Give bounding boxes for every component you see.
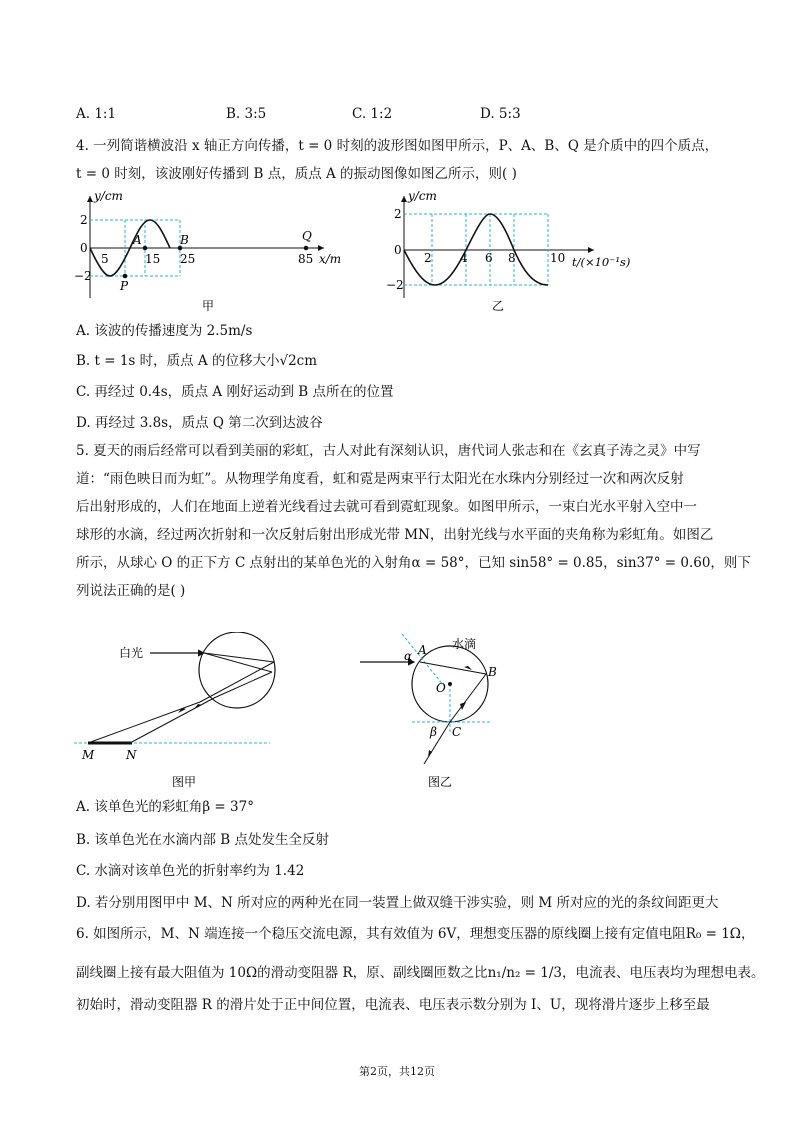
jia-tick-x-25: 25 xyxy=(180,252,196,266)
q3-option-d: D. 5:3 xyxy=(480,106,521,122)
q5-line-3: 后出射形成的，人们在地面上逆着光线看过去就可看到霓虹现象。如图甲所示，一束白光水平射入空中一 xyxy=(76,499,697,515)
yi-tick-x-6: 6 xyxy=(485,251,493,265)
jia-tick-y-0: 0 xyxy=(80,241,88,255)
q5-figure-yi xyxy=(352,624,512,794)
yi-ylabel: y/cm xyxy=(408,189,437,203)
jia-ylabel: y/cm xyxy=(94,189,123,203)
jia-point-p: P xyxy=(120,279,129,293)
jia-tick-x-5: 5 xyxy=(101,252,109,266)
yi-label-c: C xyxy=(452,725,462,739)
yi-label-b: B xyxy=(488,665,497,679)
jia-label-white-light: 白光 xyxy=(119,646,144,660)
jia-label-m: M xyxy=(82,748,95,762)
q5-line-5: 所示，从球心 O 的正下方 C 点射出的某单色光的入射角α = 58°，已知 sin58° = 0.85，sin37° = 0.60，则下 xyxy=(76,555,751,571)
q5-line-2: 道：“雨色映日而为虹”。从物理学角度看，虹和霓是两束平行太阳光在水珠内分别经过一次和两次反射 xyxy=(76,471,684,487)
jia-tick-y-2: 2 xyxy=(80,213,88,227)
q6-line-3: 初始时，滑动变阻器 R 的滑片处于正中间位置，电流表、电压表示数分别为 I、U，现将滑片逐步上移至最 xyxy=(76,997,710,1013)
yi-caption-fig: 图乙 xyxy=(428,775,453,789)
page-footer: 第2页，共12页 xyxy=(359,1065,435,1078)
yi-tick-x-4: 4 xyxy=(460,251,468,265)
jia-caption: 甲 xyxy=(202,299,215,313)
jia-point-a: A xyxy=(133,233,142,247)
q5-line-4: 球形的水滴，经过两次折射和一次反射后射出形成光带 MN，出射光线与水平面的夹角称为彩虹角。如图乙 xyxy=(76,527,714,543)
jia-tick-x-85: 85 xyxy=(298,252,314,266)
jia-tick-y-neg2: −2 xyxy=(74,269,92,283)
jia-point-q: Q xyxy=(302,229,312,243)
q4-figure-yi xyxy=(384,188,644,318)
q3-option-b: B. 3:5 xyxy=(226,106,267,122)
q6-line-1: 6. 如图所示，M、N 端连接一个稳压交流电源，其有效值为 6V，理想变压器的原线圈上接有定值电阻R₀ = 1Ω， xyxy=(76,926,755,942)
jia-xlabel: x/m xyxy=(319,252,342,266)
jia-tick-x-15: 15 xyxy=(145,252,161,266)
q5-option-c: C. 水滴对该单色光的折射率约为 1.42 xyxy=(76,863,305,879)
q4-stem-line1: 4. 一列简谐横波沿 x 轴正方向传播，t = 0 时刻的波形图如图甲所示，P、A、B、Q 是介质中的四个质点， xyxy=(76,138,719,154)
yi-tick-y-neg2: −2 xyxy=(386,278,404,292)
yi-label-drop: 水滴 xyxy=(452,637,477,651)
q5-figure-jia xyxy=(74,632,294,792)
q6-line-2: 副线圈上接有最大阻值为 10Ω的滑动变阻器 R，原、副线圈匝数之比n₁/n₂ = 1/3，电流表、电压表均为理想电表。 xyxy=(76,965,765,981)
yi-tick-x-10: 10 xyxy=(550,251,566,265)
q5-option-a: A. 该单色光的彩虹角β = 37° xyxy=(76,799,254,815)
q3-option-c: C. 1:2 xyxy=(352,106,393,122)
yi-tick-y-0: 0 xyxy=(394,243,402,257)
q5-option-b: B. 该单色光在水滴内部 B 点处发生全反射 xyxy=(76,832,330,848)
jia-label-n: N xyxy=(126,748,137,762)
yi-label-beta: β xyxy=(430,725,437,739)
q4-option-d: D. 再经过 3.8s，质点 Q 第二次到达波谷 xyxy=(76,415,323,431)
q4-option-a: A. 该波的传播速度为 2.5m/s xyxy=(76,323,253,339)
q4-option-c: C. 再经过 0.4s，质点 A 刚好运动到 B 点所在的位置 xyxy=(76,384,394,400)
q4-stem-line2: t = 0 时刻，该波刚好传播到 B 点，质点 A 的振动图像如图乙所示，则( ) xyxy=(76,166,517,182)
yi-label-o: O xyxy=(436,681,446,695)
yi-xlabel: t/(×10⁻¹s) xyxy=(572,255,631,269)
q4-option-b: B. t = 1s 时，质点 A 的位移大小√2cm xyxy=(76,353,318,369)
q5-option-d: D. 若分别用图甲中 M、N 所对应的两种光在同一装置上做双缝干涉实验，则 M 所对应的光的条纹间距更大 xyxy=(76,895,719,911)
q5-line-6: 列说法正确的是( ) xyxy=(76,583,186,599)
jia-caption-fig: 图甲 xyxy=(172,775,197,789)
q3-option-a: A. 1:1 xyxy=(76,106,117,122)
yi-tick-x-8: 8 xyxy=(508,251,516,265)
yi-label-a: A xyxy=(418,643,427,657)
yi-caption: 乙 xyxy=(492,299,505,313)
yi-tick-x-2: 2 xyxy=(424,251,432,265)
yi-tick-y-2: 2 xyxy=(394,207,402,221)
jia-point-b: B xyxy=(180,233,189,247)
q5-line-1: 5. 夏天的雨后经常可以看到美丽的彩虹，古人对此有深刻认识，唐代词人张志和在《玄真子涛之灵》中写 xyxy=(76,443,701,459)
yi-label-alpha: α xyxy=(404,649,413,663)
q4-figure-jia xyxy=(74,188,354,318)
